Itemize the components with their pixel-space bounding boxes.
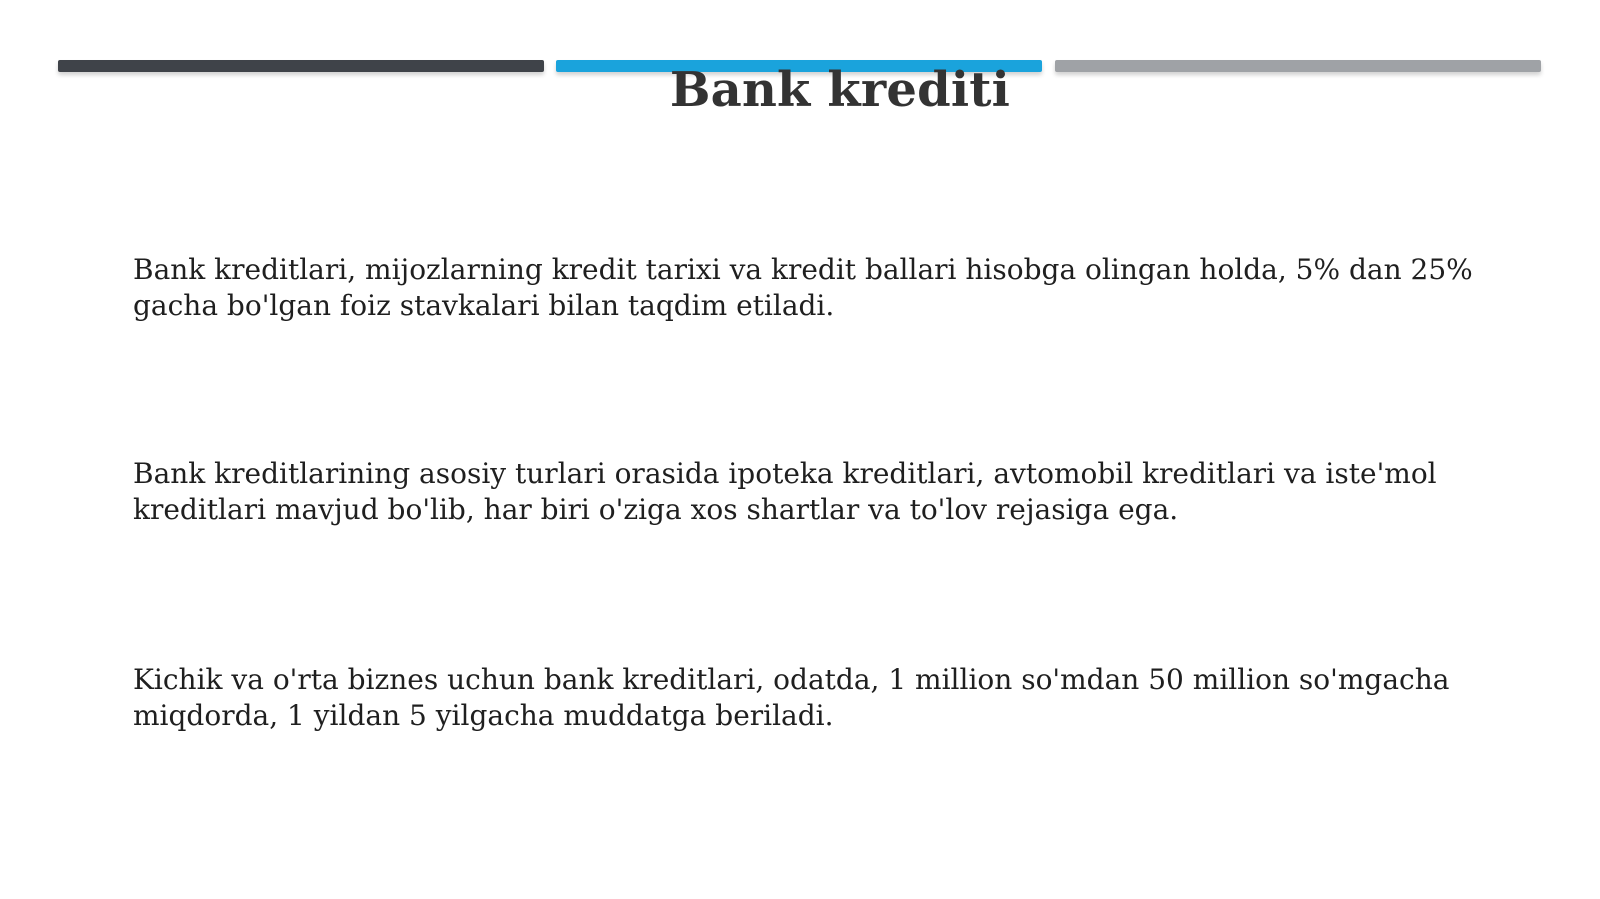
slide-title: Bank krediti — [669, 62, 1011, 118]
paragraph-credit-types: Bank kreditlarining asosiy turlari orasida ipoteka kreditlari, avtomobil kreditlari va iste'mol kreditlari mavjud bo'lib, har biri o'ziga xos shartlar va to'lov rejasiga ega. — [133, 457, 1437, 526]
paragraph-interest-rates: Bank kreditlari, mijozlarning kredit tarixi va kredit ballari hisobga olingan holda, 5% dan 25% gacha bo'lgan foiz stavkalari bilan taqdim etiladi. — [133, 253, 1473, 322]
paragraph-small-business: Kichik va o'rta biznes uchun bank kreditlari, odatda, 1 million so'mdan 50 million so'mgacha miqdorda, 1 yildan 5 yilgacha muddatga beriladi. — [133, 663, 1450, 732]
